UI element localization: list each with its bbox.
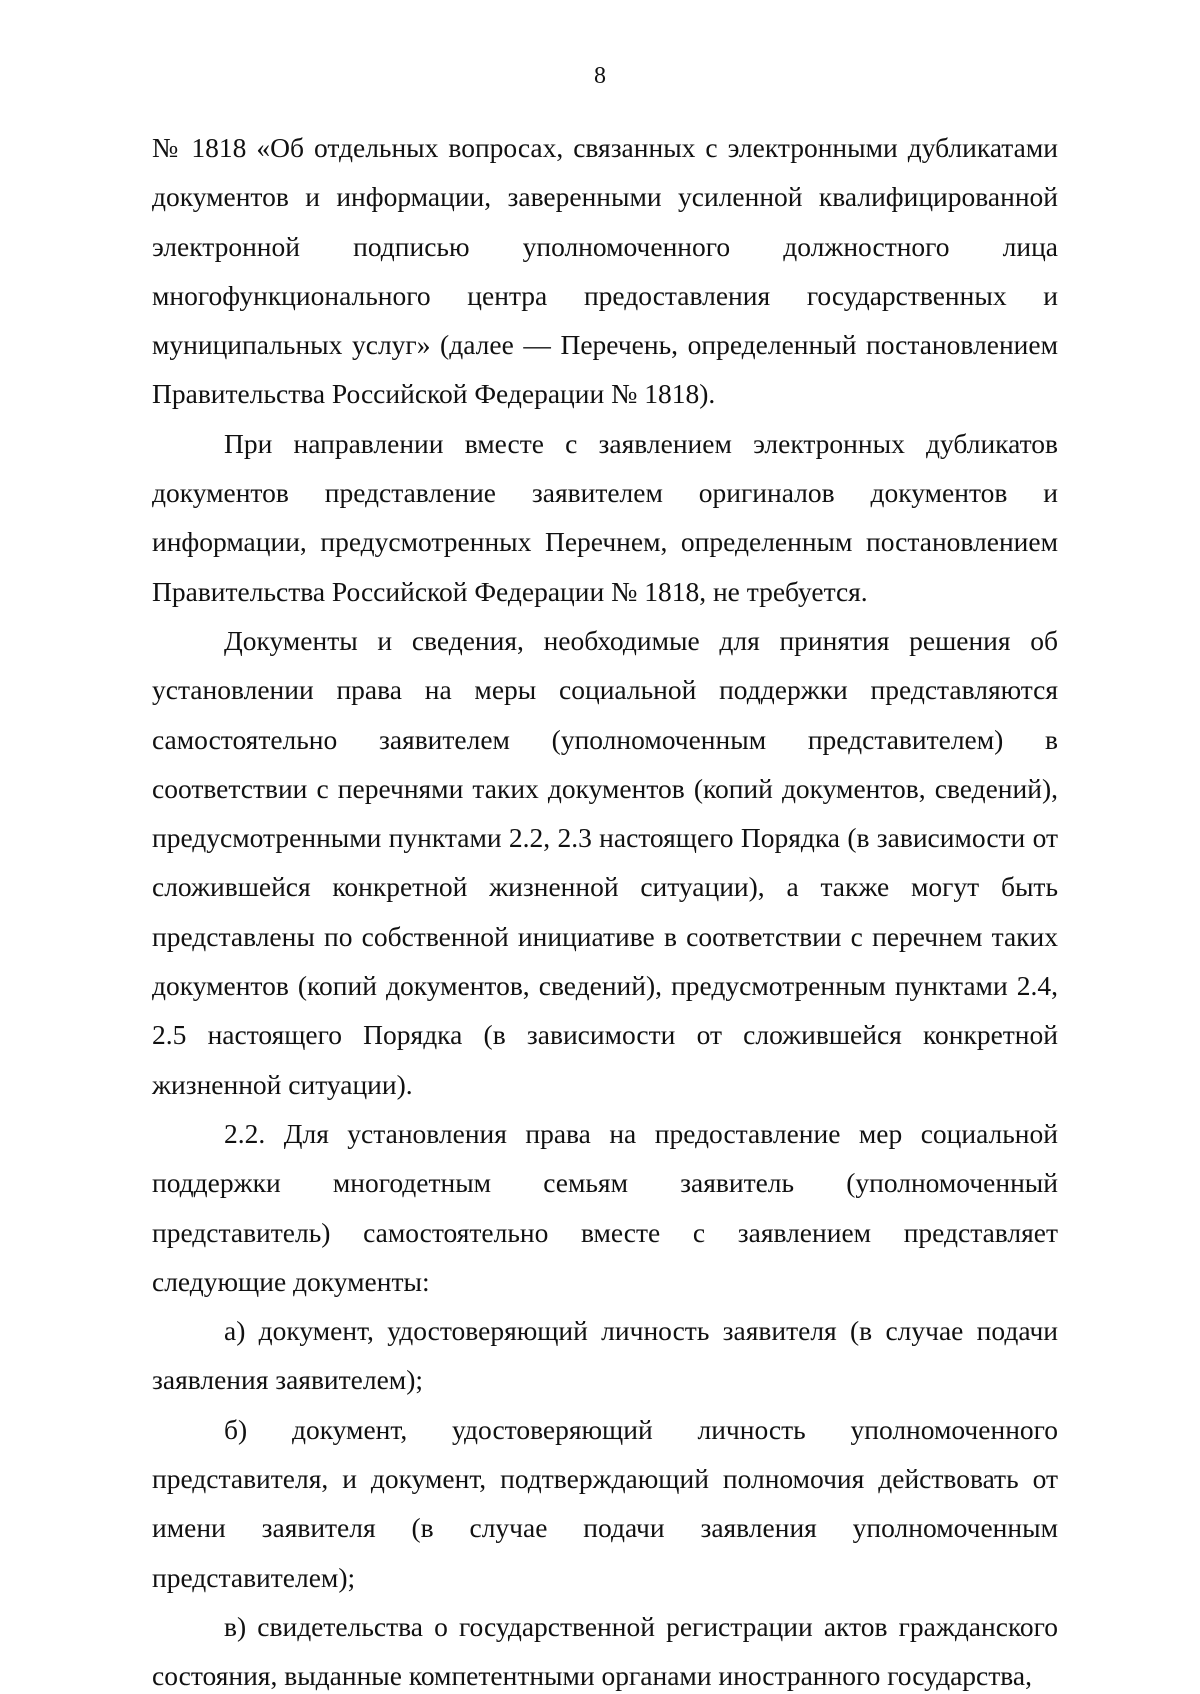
paragraph-electronic-duplicates: При направлении вместе с заявлением электронных дубликатов документов представление заявителем оригиналов документов и информации, предусмотренных Перечнем, определенным постановлением Правительства Российской Федерации № 1818, не требуется. [152, 427, 1058, 607]
paragraph-continuation: № 1818 «Об отдельных вопросах, связанных с электронными дубликатами документов и информации, заверенными усиленной квалифицированной электронной подписью уполномоченного должностного лица многофункционального центра предоставления государственных и муниципальных услуг» (далее — Перечень, определенный постановлением Правительства Российской Федерации № 1818). [152, 132, 1058, 410]
paragraph-section-2-2: 2.2. Для установления права на предоставление мер социальной поддержки многодетным семьям заявитель (уполномоченный представитель) самостоятельно вместе с заявлением представляет следующие документы: [152, 1117, 1058, 1297]
list-item-a: а) документ, удостоверяющий личность заявителя (в случае подачи заявления заявителем); [152, 1315, 1058, 1396]
document-body [152, 123, 1058, 1691]
list-item-v: в) свидетельства о государственной регистрации актов гражданского состояния, выданные компетентными органами иностранного государства, [152, 1610, 1058, 1691]
list-item-b: б) документ, удостоверяющий личность уполномоченного представителя, и документ, подтверждающий полномочия действовать от имени заявителя (в случае подачи заявления уполномоченным представителем); [152, 1413, 1058, 1593]
paragraph-documents-and-information: Документы и сведения, необходимые для принятия решения об установлении права на меры социальной поддержки представляются самостоятельно заявителем (уполномоченным представителем) в соответствии с перечнями таких документов (копий документов, сведений), предусмотренными пунктами 2.2, 2.3 настоящего Порядка (в зависимости от сложившейся конкретной жизненной ситуации), а также могут быть представлены по собственной инициативе в соответствии с перечнем таких документов (копий документов, сведений), предусмотренным пунктами 2.4, 2.5 настоящего Порядка (в зависимости от сложившейся конкретной жизненной ситуации). [152, 624, 1058, 1100]
page-number: 8 [594, 63, 606, 89]
